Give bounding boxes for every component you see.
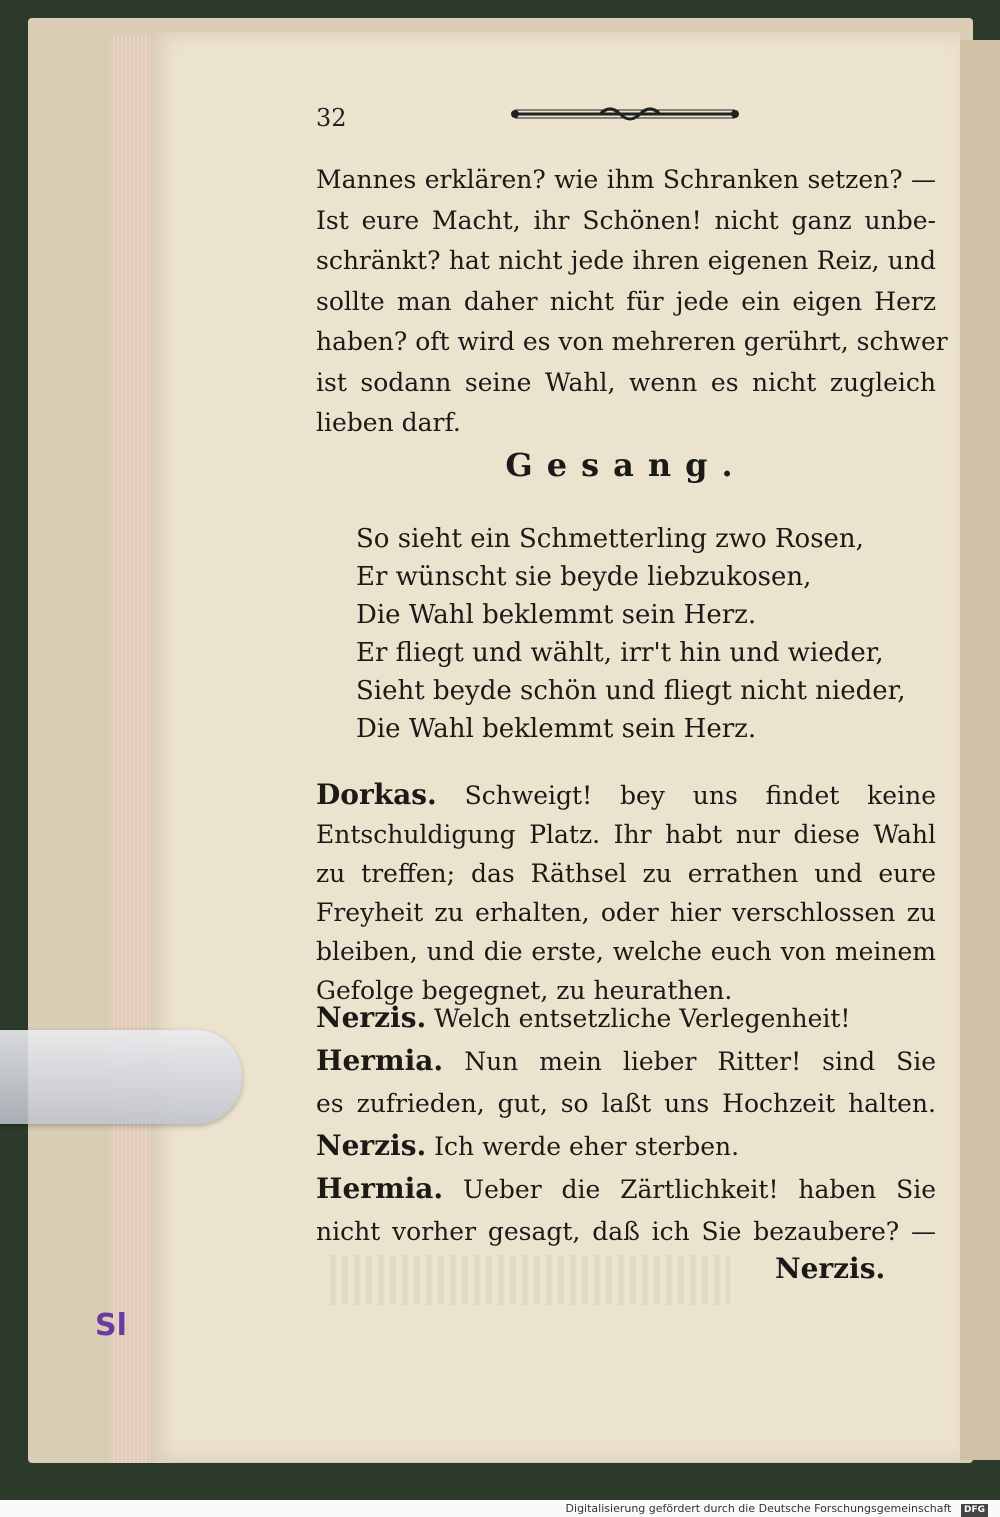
header-ornament	[510, 103, 740, 125]
text-line	[316, 1040, 936, 1083]
text-line: sollte man daher nicht für jede ein eigen Herz	[316, 286, 936, 316]
text-line	[316, 1125, 936, 1168]
verse	[356, 520, 916, 748]
verse-line: Sieht beyde schön und fliegt nicht nieder,	[356, 676, 906, 706]
paragraph-1	[316, 160, 948, 444]
text-line: zu treffen; das Räthsel zu errathen und eure	[316, 859, 936, 888]
credit-text: Digitalisierung gefördert durch die Deutsche Forschungsgemeinschaft	[565, 1502, 952, 1515]
text-line: Gefolge begegnet, zu heurathen.	[316, 976, 733, 1005]
dialogue-exchange	[316, 997, 936, 1253]
text-line: haben? oft wird es von mehreren gerührt, schwer	[316, 327, 948, 356]
verse-line: Die Wahl beklemmt sein Herz.	[356, 714, 757, 744]
text-line: nicht vorher gesagt, daß ich Sie bezaubere? —	[316, 1217, 936, 1246]
song-title: Gesang.	[505, 446, 747, 484]
speech-text: Nun mein lieber Ritter! sind Sie	[464, 1047, 936, 1076]
text-line: lieben darf.	[316, 408, 461, 437]
bleed-through	[330, 1255, 730, 1305]
text-line: es zufrieden, gut, so laßt uns Hochzeit halten.	[316, 1089, 936, 1118]
speech-text: Ich werde eher sterben.	[434, 1132, 740, 1161]
text-line: Mannes erklären? wie ihm Schranken setzen? —	[316, 165, 936, 194]
page-number: 32	[316, 104, 347, 132]
verse-line: So sieht ein Schmetterling zwo Rosen,	[356, 524, 864, 554]
page-text	[316, 160, 948, 1246]
dfg-logo: DFG	[961, 1504, 988, 1517]
speech-text: Schweigt! bey uns findet keine	[464, 781, 936, 810]
text-line: schränkt? hat nicht jede ihren eigenen Reiz, und	[316, 246, 936, 275]
speech-text: Ueber die Zärtlichkeit! haben Sie	[463, 1175, 936, 1204]
speech-text: Welch entsetzliche Verlegenheit!	[434, 1004, 851, 1033]
library-stamp: Sl	[95, 1308, 127, 1343]
speaker-name: Nerzis.	[316, 1129, 427, 1162]
verse-line: Er wünscht sie beyde liebzukosen,	[356, 562, 812, 592]
text-line: Ist eure Macht, ihr Schönen! nicht ganz unbe-	[316, 205, 936, 235]
speaker-name: Dorkas.	[316, 778, 437, 811]
dorkas-speech	[316, 775, 936, 1010]
verse-line: Er fliegt und wählt, irr't hin und wieder,	[356, 638, 884, 668]
page-clip	[0, 1030, 242, 1124]
text-line: ist sodann seine Wahl, wenn es nicht zugleich	[316, 367, 936, 397]
catchword: Nerzis.	[775, 1252, 886, 1285]
speaker-name: Hermia.	[316, 1172, 444, 1205]
speaker-name: Hermia.	[316, 1044, 444, 1077]
text-line: Freyheit zu erhalten, oder hier verschlossen zu	[316, 898, 936, 927]
footer-credit	[0, 1500, 1000, 1517]
text-line	[316, 775, 936, 815]
text-line: bleiben, und die erste, welche euch von meinem	[316, 937, 936, 966]
text-line	[316, 1168, 936, 1211]
facing-page-edge	[958, 40, 1000, 1460]
text-line	[316, 997, 936, 1040]
verse-line: Die Wahl beklemmt sein Herz.	[356, 600, 757, 630]
text-line: Entschuldigung Platz. Ihr habt nur diese Wahl	[316, 820, 936, 849]
speaker-name: Nerzis.	[316, 1001, 427, 1034]
